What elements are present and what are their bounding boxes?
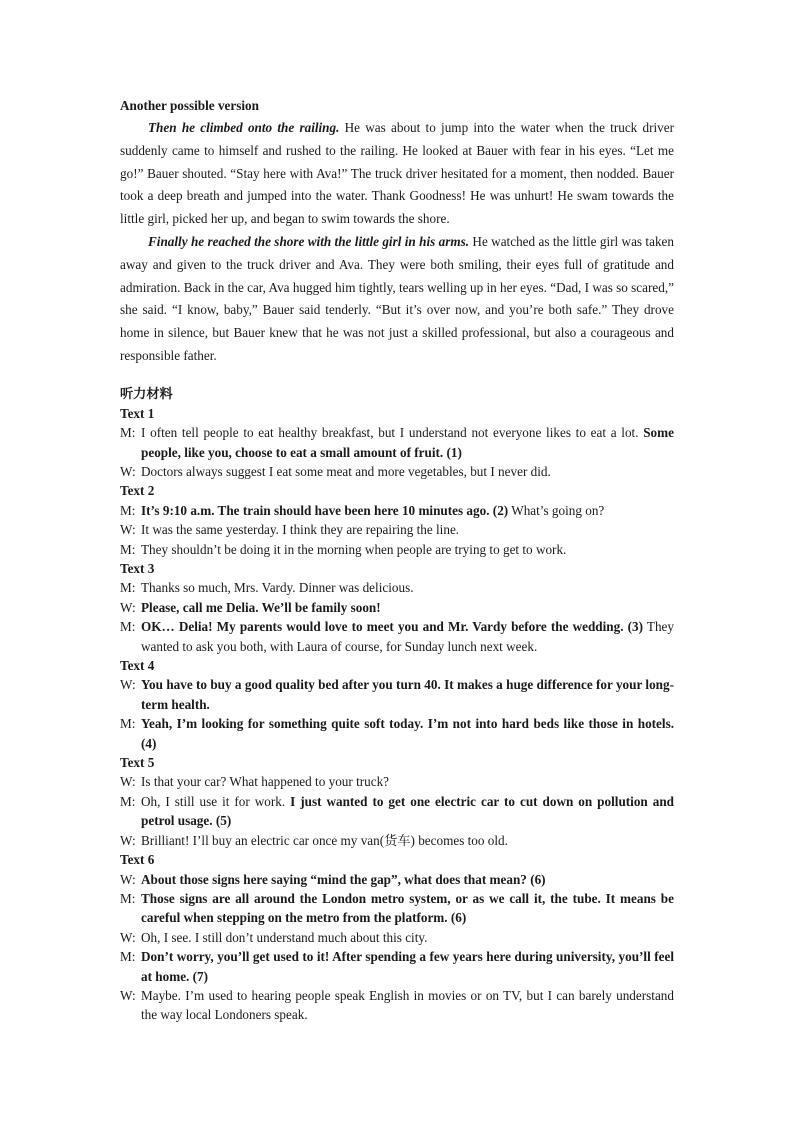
dialogue-line	[120, 423, 674, 462]
text-label: Text 6	[120, 852, 155, 868]
listening-section-title: 听力材料	[120, 385, 173, 401]
dialogue-line	[120, 986, 674, 1025]
dialogue-text: Doctors always suggest I eat some meat and more vegetables, but I never did.	[141, 463, 551, 479]
speaker-label: W:	[120, 871, 136, 887]
dialogue-text: It was the same yesterday. I think they are repairing the line.	[141, 522, 460, 538]
dialogue-text: Oh, I still use it for work.	[141, 793, 291, 809]
answer-key-text: Yeah, I’m looking for something quite soft today. I’m not into hard beds like those in hotels. (4)	[141, 716, 674, 751]
dialogue-line	[120, 947, 674, 986]
speaker-label: W:	[120, 832, 136, 848]
text-label: Text 4	[120, 658, 155, 674]
text-label: Text 1	[120, 405, 155, 421]
essay-heading: Another possible version	[120, 98, 259, 113]
text-label: Text 3	[120, 561, 155, 577]
dialogue-line	[120, 501, 674, 520]
dialogue-text: They wanted to ask you both, with Laura of course, for Sunday lunch next week.	[141, 619, 675, 654]
listening-transcript	[120, 404, 674, 1025]
dialogue-line	[120, 598, 674, 617]
speaker-label: W:	[120, 677, 136, 693]
dialogue-text: Oh, I see. I still don’t understand much about this city.	[141, 929, 428, 945]
answer-key-text: Please, call me Delia. We’ll be family soon!	[141, 599, 381, 615]
answer-key-text: It’s 9:10 a.m. The train should have been here 10 minutes ago. (2)	[141, 502, 509, 518]
text-label: Text 5	[120, 755, 155, 771]
speaker-label: M:	[120, 502, 136, 518]
dialogue-text: Maybe. I’m used to hearing people speak English in movies or on TV, but I can barely understand the way local Londoners speak.	[141, 987, 674, 1023]
speaker-label: W:	[120, 463, 136, 479]
dialogue-line	[120, 831, 674, 850]
speaker-label: W:	[120, 987, 136, 1003]
essay-paragraph-1	[120, 117, 674, 231]
dialogue-line	[120, 714, 674, 753]
dialogue-line	[120, 889, 674, 928]
dialogue-text: Brilliant! I’ll buy an electric car once my van(货车) becomes too old.	[141, 832, 508, 848]
dialogue-text: I often tell people to eat healthy breakfast, but I understand not everyone likes to eat a lot.	[141, 425, 644, 441]
speaker-label: W:	[120, 929, 136, 945]
speaker-label: W:	[120, 599, 136, 615]
dialogue-line	[120, 792, 674, 831]
answer-key-text: Some people, like you, choose to eat a small amount of fruit. (1)	[141, 425, 674, 460]
speaker-label: M:	[120, 793, 136, 809]
speaker-label: M:	[120, 619, 136, 635]
document-page	[120, 95, 674, 1025]
paragraph-lead-sentence: Finally he reached the shore with the little girl in his arms.	[148, 233, 470, 249]
text-label: Text 2	[120, 483, 155, 499]
answer-key-text: About those signs here saying “mind the gap”, what does that mean? (6)	[141, 871, 546, 887]
speaker-label: M:	[120, 949, 136, 965]
speaker-label: M:	[120, 425, 136, 441]
speaker-label: W:	[120, 522, 136, 538]
answer-key-text: I just wanted to get one electric car to cut down on pollution and petrol usage. (5)	[141, 793, 674, 829]
essay-paragraph-2	[120, 231, 674, 368]
dialogue-line	[120, 675, 674, 714]
paragraph-body: He watched as the little girl was taken away and given to the truck driver and Ava. They were both smiling, their eyes full of gratitude and admiration. Back in the car, Ava hugged him tightly, tears welling up in her eyes. “Dad, I was so scared,” she said. “I know, baby,” Bauer said tenderly. “But it’s over now, and you’re both safe.” They drove home in silence, but Bauer knew that he was not just a skilled professional, but also a courageous and responsible father.	[120, 233, 674, 363]
dialogue-line	[120, 578, 674, 597]
speaker-label: M:	[120, 580, 136, 596]
dialogue-text: Is that your car? What happened to your truck?	[141, 774, 390, 790]
dialogue-line	[120, 540, 674, 559]
dialogue-line	[120, 870, 674, 889]
answer-key-text: Don’t worry, you’ll get used to it! After spending a few years here during university, you’ll feel at home. (7)	[141, 949, 674, 984]
dialogue-text: Thanks so much, Mrs. Vardy. Dinner was delicious.	[141, 580, 414, 596]
dialogue-text: What’s going on?	[508, 502, 605, 518]
answer-key-text: You have to buy a good quality bed after you turn 40. It makes a huge difference for your long-term health.	[141, 677, 674, 712]
paragraph-body: He was about to jump into the water when the truck driver suddenly came to himself and rushed to the railing. He looked at Bauer with fear in his eyes. “Let me go!” Bauer shouted. “Stay here with Ava!” The truck driver hesitated for a moment, then nodded. Bauer took a deep breath and jumped into the water. Thank Goodness! He was unhurt! He swam towards the little girl, picked her up, and began to swim towards the shore.	[120, 120, 674, 227]
speaker-label: M:	[120, 890, 136, 906]
speaker-label: M:	[120, 541, 136, 557]
dialogue-text: They shouldn’t be doing it in the morning when people are trying to get to work.	[141, 541, 567, 557]
dialogue-line	[120, 772, 674, 791]
answer-key-text: OK… Delia! My parents would love to meet you and Mr. Vardy before the wedding. (3)	[141, 619, 644, 635]
speaker-label: M:	[120, 716, 136, 732]
dialogue-line	[120, 617, 674, 656]
dialogue-line	[120, 462, 674, 481]
dialogue-line	[120, 928, 674, 947]
paragraph-lead-sentence: Then he climbed onto the railing.	[148, 120, 340, 135]
speaker-label: W:	[120, 774, 136, 790]
answer-key-text: Those signs are all around the London metro system, or as we call it, the tube. It means be careful when stepping on the metro from the platform. (6)	[141, 890, 674, 926]
dialogue-line	[120, 520, 674, 539]
